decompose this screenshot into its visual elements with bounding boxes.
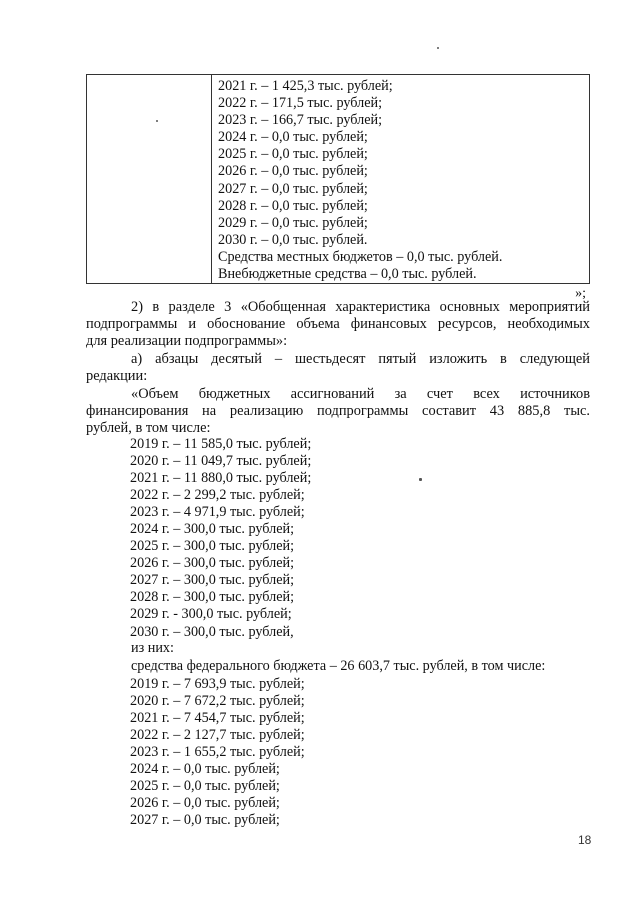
table-row: 2027 г. – 0,0 тыс. рублей;: [218, 180, 368, 197]
list-item: 2025 г. – 0,0 тыс. рублей;: [130, 778, 280, 795]
item-2-paragraph: [86, 299, 590, 351]
list-item: 2029 г. - 300,0 тыс. рублей;: [130, 606, 292, 623]
table-row: 2029 г. – 0,0 тыс. рублей;: [218, 214, 368, 231]
table-left-cell: [87, 75, 212, 283]
paragraph-line: редакции:: [86, 368, 148, 385]
table-row: Средства местных бюджетов – 0,0 тыс. рублей.: [218, 248, 503, 265]
list-item: 2026 г. – 0,0 тыс. рублей;: [130, 795, 280, 812]
list-item: 2020 г. – 7 672,2 тыс. рублей;: [130, 693, 305, 710]
list-item: 2025 г. – 300,0 тыс. рублей;: [130, 538, 295, 555]
closing-quote: »;: [575, 286, 586, 301]
paragraph-line: финансирования на реализацию подпрограммы составит 43 885,8 тыс.: [86, 403, 590, 420]
list-item: 2022 г. – 2 299,2 тыс. рублей;: [130, 487, 305, 504]
table-row: 2022 г. – 171,5 тыс. рублей;: [218, 95, 383, 112]
paragraph-line: 2) в разделе 3 «Обобщенная характеристика основных мероприятий: [131, 299, 590, 315]
from-them-label: из них:: [131, 640, 174, 656]
table-row: 2026 г. – 0,0 тыс. рублей;: [218, 163, 368, 180]
list-item: 2024 г. – 0,0 тыс. рублей;: [130, 761, 280, 778]
list-item: 2020 г. – 11 049,7 тыс. рублей;: [130, 453, 312, 470]
item-a-paragraph: [86, 351, 590, 385]
federal-funding-list: [130, 676, 305, 829]
table-row: 2024 г. – 0,0 тыс. рублей;: [218, 129, 368, 146]
list-item: 2026 г. – 300,0 тыс. рублей;: [130, 555, 295, 572]
list-item: 2027 г. – 300,0 тыс. рублей;: [130, 572, 295, 589]
table-row: 2030 г. – 0,0 тыс. рублей.: [218, 231, 368, 248]
total-funding-list: [130, 436, 311, 641]
paragraph-line: а) абзацы десятый – шестьдесят пятый изложить в следующей: [131, 351, 590, 367]
list-item: 2023 г. – 4 971,9 тыс. рублей;: [130, 504, 305, 521]
funding-table: [86, 74, 590, 284]
table-row: 2025 г. – 0,0 тыс. рублей;: [218, 146, 368, 163]
scan-speck: [419, 478, 422, 481]
list-item: 2021 г. – 7 454,7 тыс. рублей;: [130, 710, 305, 727]
table-row: 2023 г. – 166,7 тыс. рублей;: [218, 112, 383, 129]
list-item: 2023 г. – 1 655,2 тыс. рублей;: [130, 744, 305, 761]
list-item: 2019 г. – 11 585,0 тыс. рублей;: [130, 436, 312, 452]
table-row: 2021 г. – 1 425,3 тыс. рублей;: [218, 78, 393, 94]
paragraph-line: «Объем бюджетных ассигнований за счет всех источников: [131, 386, 590, 402]
list-item: 2019 г. – 7 693,9 тыс. рублей;: [130, 676, 305, 692]
budget-paragraph: [86, 386, 590, 438]
table-right-cell: [218, 78, 585, 283]
paragraph-line: подпрограммы и обоснование объема финансовых ресурсов, необходимых: [86, 316, 590, 333]
federal-budget-heading: средства федерального бюджета – 26 603,7 тыс. рублей, в том числе:: [131, 658, 546, 674]
list-item: 2021 г. – 11 880,0 тыс. рублей;: [130, 470, 312, 487]
list-item: 2028 г. – 300,0 тыс. рублей;: [130, 589, 295, 606]
list-item: 2030 г. – 300,0 тыс. рублей,: [130, 623, 294, 640]
table-row: 2028 г. – 0,0 тыс. рублей;: [218, 197, 368, 214]
table-row: Внебюджетные средства – 0,0 тыс. рублей.: [218, 266, 477, 283]
paragraph-line: рублей, в том числе:: [86, 420, 211, 437]
list-item: 2027 г. – 0,0 тыс. рублей;: [130, 812, 280, 829]
page-number: 18: [578, 833, 592, 847]
scan-speck: [437, 47, 439, 49]
list-item: 2024 г. – 300,0 тыс. рублей;: [130, 521, 295, 538]
paragraph-line: для реализации подпрограммы»:: [86, 333, 288, 350]
list-item: 2022 г. – 2 127,7 тыс. рублей;: [130, 727, 305, 744]
